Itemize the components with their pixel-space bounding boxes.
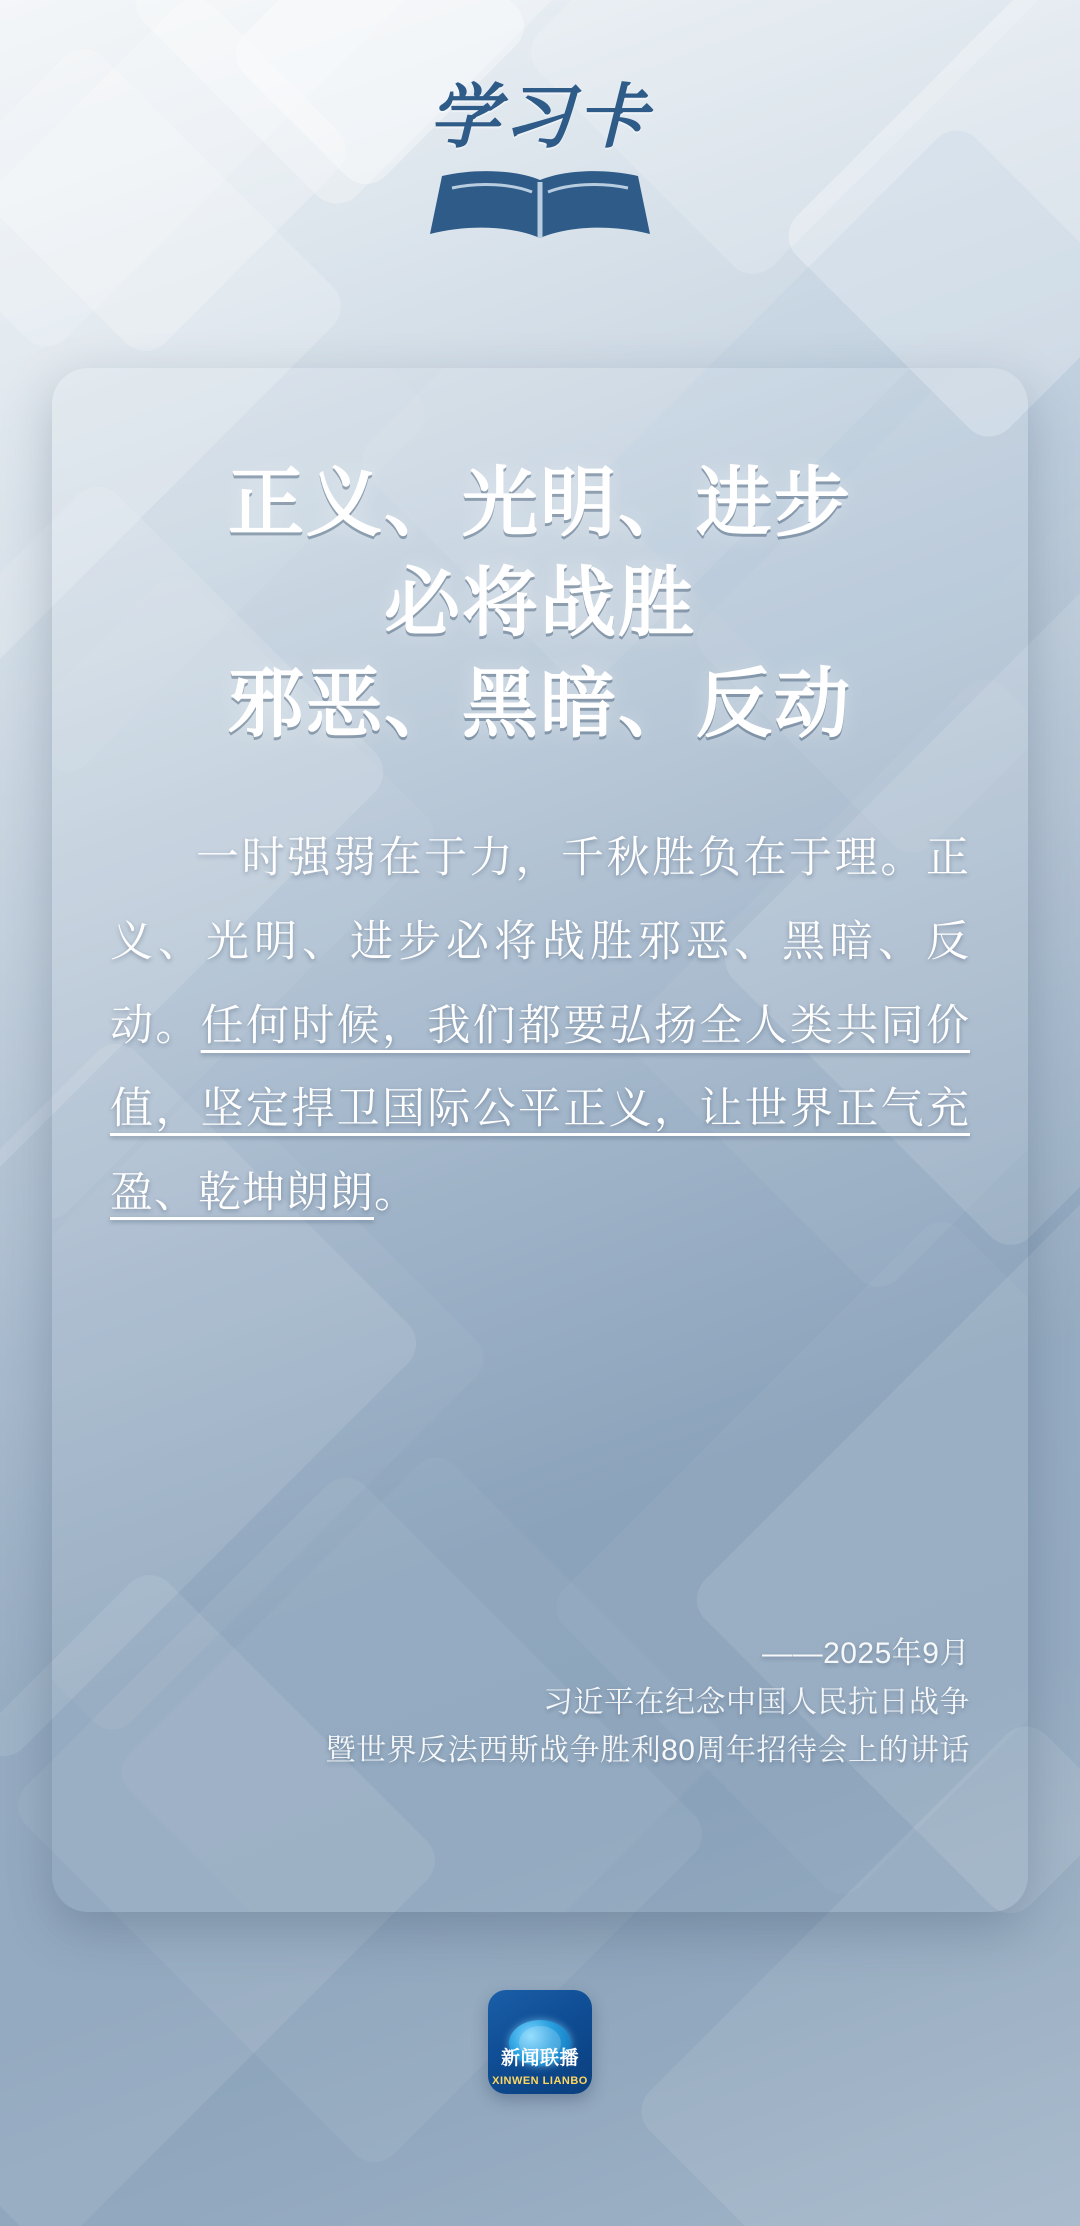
news-program-badge [488, 1990, 592, 2094]
headline-line-1: 正义、光明、进步 [228, 461, 852, 546]
quote-body [110, 817, 970, 1236]
footer [0, 1990, 1080, 2094]
quote-body-underlined: 任何时候，我们都要弘扬全人类共同价值，坚定捍卫国际公平正义，让世界正气充盈、乾坤朗朗 [110, 1001, 971, 1218]
badge-label-en: XINWEN LIANBO [492, 2075, 588, 2087]
quote-body-plain-1: 一时强弱在于力，千秋胜负在于理。正义、光明、进步必将战胜邪恶、黑暗、反动。 [110, 833, 970, 1050]
attribution-line-1: ——2025年9月 [762, 1637, 970, 1671]
brand-logo [390, 75, 690, 250]
quote-body-plain-2: 。 [374, 1169, 418, 1218]
attribution-line-2: 习近平在纪念中国人民抗日战争 [543, 1685, 970, 1719]
quote-card [52, 368, 1028, 1912]
headline-line-3: 邪恶、黑暗、反动 [228, 661, 852, 747]
headline [110, 454, 970, 755]
open-book-icon [424, 166, 656, 244]
attribution [326, 1630, 970, 1776]
headline-line-2: 必将战胜 [384, 561, 696, 647]
attribution-line-3: 暨世界反法西斯战争胜利80周年招待会上的讲话 [325, 1734, 970, 1768]
badge-label-cn: 新闻联播 [500, 2048, 579, 2069]
brand-logo-text: 学习卡 [429, 75, 651, 158]
header [0, 75, 1080, 250]
